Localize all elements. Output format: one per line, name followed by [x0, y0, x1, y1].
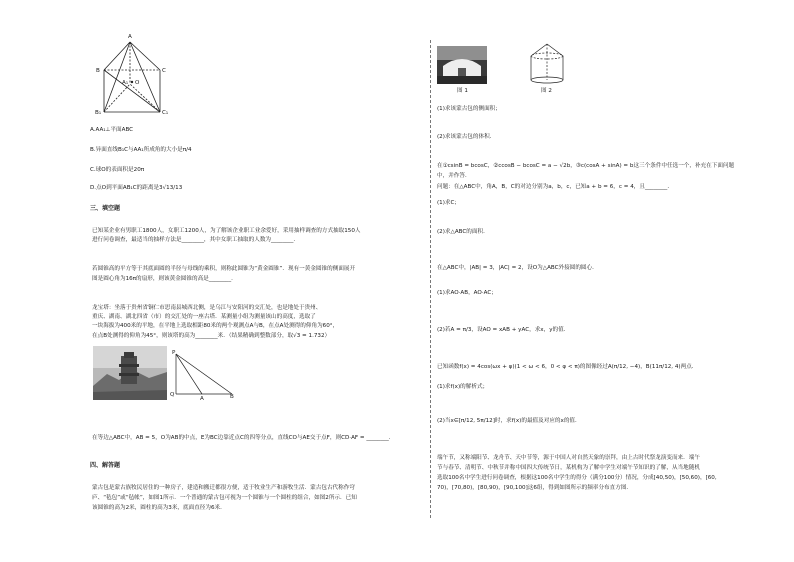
q21-line1: 端午节，又称端阳节、龙舟节、天中节等，源于中国人对自然天象的崇拜，由上古时代祭龙演变而来．端午 — [437, 455, 700, 461]
q14-line1: 若圆锥高的平方等于其底面圆的半径与母线的乘积，则称此圆锥为“黄金圆锥”．现有一黄金圆锥的侧面展开 — [92, 266, 356, 272]
q17-part2: (2)求该蒙古包的体积． — [437, 134, 496, 140]
q18-line2: 中，并作答． — [437, 173, 471, 179]
q18-line3: 问题：在△ABC中，角A，B，C的对边分别为a，b，c，已知a + b = 6，c = 4，且________． — [437, 184, 673, 190]
q21-line4: 70)，[70,80)，[80,90)，[90,100]这6组，得到如图所示的频率分布直方图． — [437, 485, 633, 491]
q18-part2: (2)求△ABC的面积． — [437, 229, 489, 235]
option-d: D.点O到平面AB₁C的距离是3√13/13 — [90, 185, 183, 191]
q18-part1: (1)求C； — [437, 200, 461, 206]
q15-line2: 重庆、湖南、湖北四省（市）的交汇处的一座古塔．某测量小组为测量该山的高度，选取了 — [92, 314, 316, 320]
diagram-label-q: Q — [170, 392, 175, 398]
option-a: A.AA₁⊥平面ABC — [90, 127, 134, 133]
option-b: B.异面直线B₁C与AA₁所成角的大小是π/4 — [90, 147, 192, 153]
q19-part2: (2)若A = π/3，设AO = xAB + yAC，求x，y的值． — [437, 327, 570, 333]
fig-label-c: C — [162, 68, 166, 74]
q20-part1: (1)求f(x)的解析式； — [437, 384, 489, 390]
option-c: C.球O的表面积是20π — [90, 167, 145, 173]
diagram-label-p: P — [172, 350, 176, 356]
diagram-label-a: A — [200, 396, 204, 402]
yurt-geometry-figure — [527, 42, 567, 86]
q15-line1: 龙宝塔：坐落于贵州省铜仁市思南县城西北侧，是乌江与安阳河的交汇处，也是地处于贵州、 — [92, 305, 322, 311]
section-3-title: 三、填空题 — [90, 205, 121, 212]
height-diagram — [172, 352, 236, 398]
yurt-photo — [437, 46, 487, 84]
q20-part2: (2)当x∈[π/12, 5π/12]时，求f(x)的最值及对应的x的值． — [437, 418, 581, 424]
fig-label-c1: C₁ — [162, 110, 169, 116]
figure-2-caption: 图 2 — [541, 88, 552, 94]
fig-label-a1: A₁ — [122, 80, 129, 86]
q16: 在等边△ABC中，AB = 5，O为AB的中点，E为BC边靠近点C的四等分点，直线CO与AE交于点F，则CD·AF = ________. — [92, 435, 391, 441]
fig-label-o: O — [135, 80, 140, 86]
fig-label-b: B — [96, 68, 100, 74]
column-divider — [430, 40, 431, 518]
q19-part1: (1)求AO·AB，AO·AC； — [437, 290, 497, 296]
q17-part1: (1)求该蒙古包的侧面积； — [437, 106, 501, 112]
q13-line1: 已知某企业有男职工1800人，女职工1200人，为了解该企业职工业余爱好，采用抽样调查的方式抽取150人 — [92, 228, 361, 234]
figure-1-caption: 图 1 — [457, 88, 468, 94]
section-4-title: 四、解答题 — [90, 462, 121, 469]
fig-label-a: A — [128, 34, 132, 40]
q13-line2: 进行问卷调查，最适当的抽样方法是________，其中女职工抽取的人数为________. — [92, 237, 296, 243]
q15-line3: 一块海拔为400米的平地，在平地上选取相距80米的两个观测点A与B，在点A处测得的仰角为60°， — [92, 323, 339, 329]
q17-line3: 该圆锥的高为2米，圆柱的高为3米，底面直径为6米． — [92, 505, 226, 511]
q20-line1: 已知函数f(x) = 4cos(ωx + φ)(1 < ω < 6，0 < φ < π)的图像经过A(π/12, −4)，B(11π/12, 4)两点． — [437, 364, 698, 370]
fig-label-b1: B₁ — [95, 110, 102, 116]
diagram-label-b: B — [230, 394, 234, 400]
q17-line1: 蒙古包是蒙古族牧民居住的一种房子，建造和搬迁都很方便，适于牧业生产和游牧生活．蒙古包古代称作穹 — [92, 485, 355, 491]
tower-photo — [93, 346, 167, 400]
q19-line1: 在△ABC中，|AB| = 3，|AC| = 2，设O为△ABC外接圆的圆心． — [437, 265, 598, 271]
q14-line2: 图是圆心角为16π的扇形，则该黄金圆锥的高是________. — [92, 276, 233, 282]
q15-line4: 在点B处测得的仰角为45°，则该塔的高为________米．（结果精确到整数部分，取√3 = 1.732） — [92, 333, 331, 339]
q21-line3: 选取100名中学生进行问卷调查，根据这100名中学生的得分（满分100分）情况，分成[40,50)，[50,60)，[60, — [437, 475, 717, 481]
prism-sphere-figure — [92, 40, 172, 120]
q18-line1: 在①csinB = bcosC，②ccosB − bcosC = a − √2b，③c(cosA + sinA) = b这三个条件中任选一个，补充在下面问题 — [437, 163, 735, 169]
q17-line2: 庐、“毡包”或“毡帐”，如图1所示．一个普通的蒙古包可视为一个圆锥与一个圆柱的组合，如图2所示．已知 — [92, 495, 357, 501]
q21-line2: 节与春节、清明节、中秋节并称中国四大传统节日，某机构为了解中学生对端午节知识的了解，从当地随机 — [437, 465, 700, 471]
